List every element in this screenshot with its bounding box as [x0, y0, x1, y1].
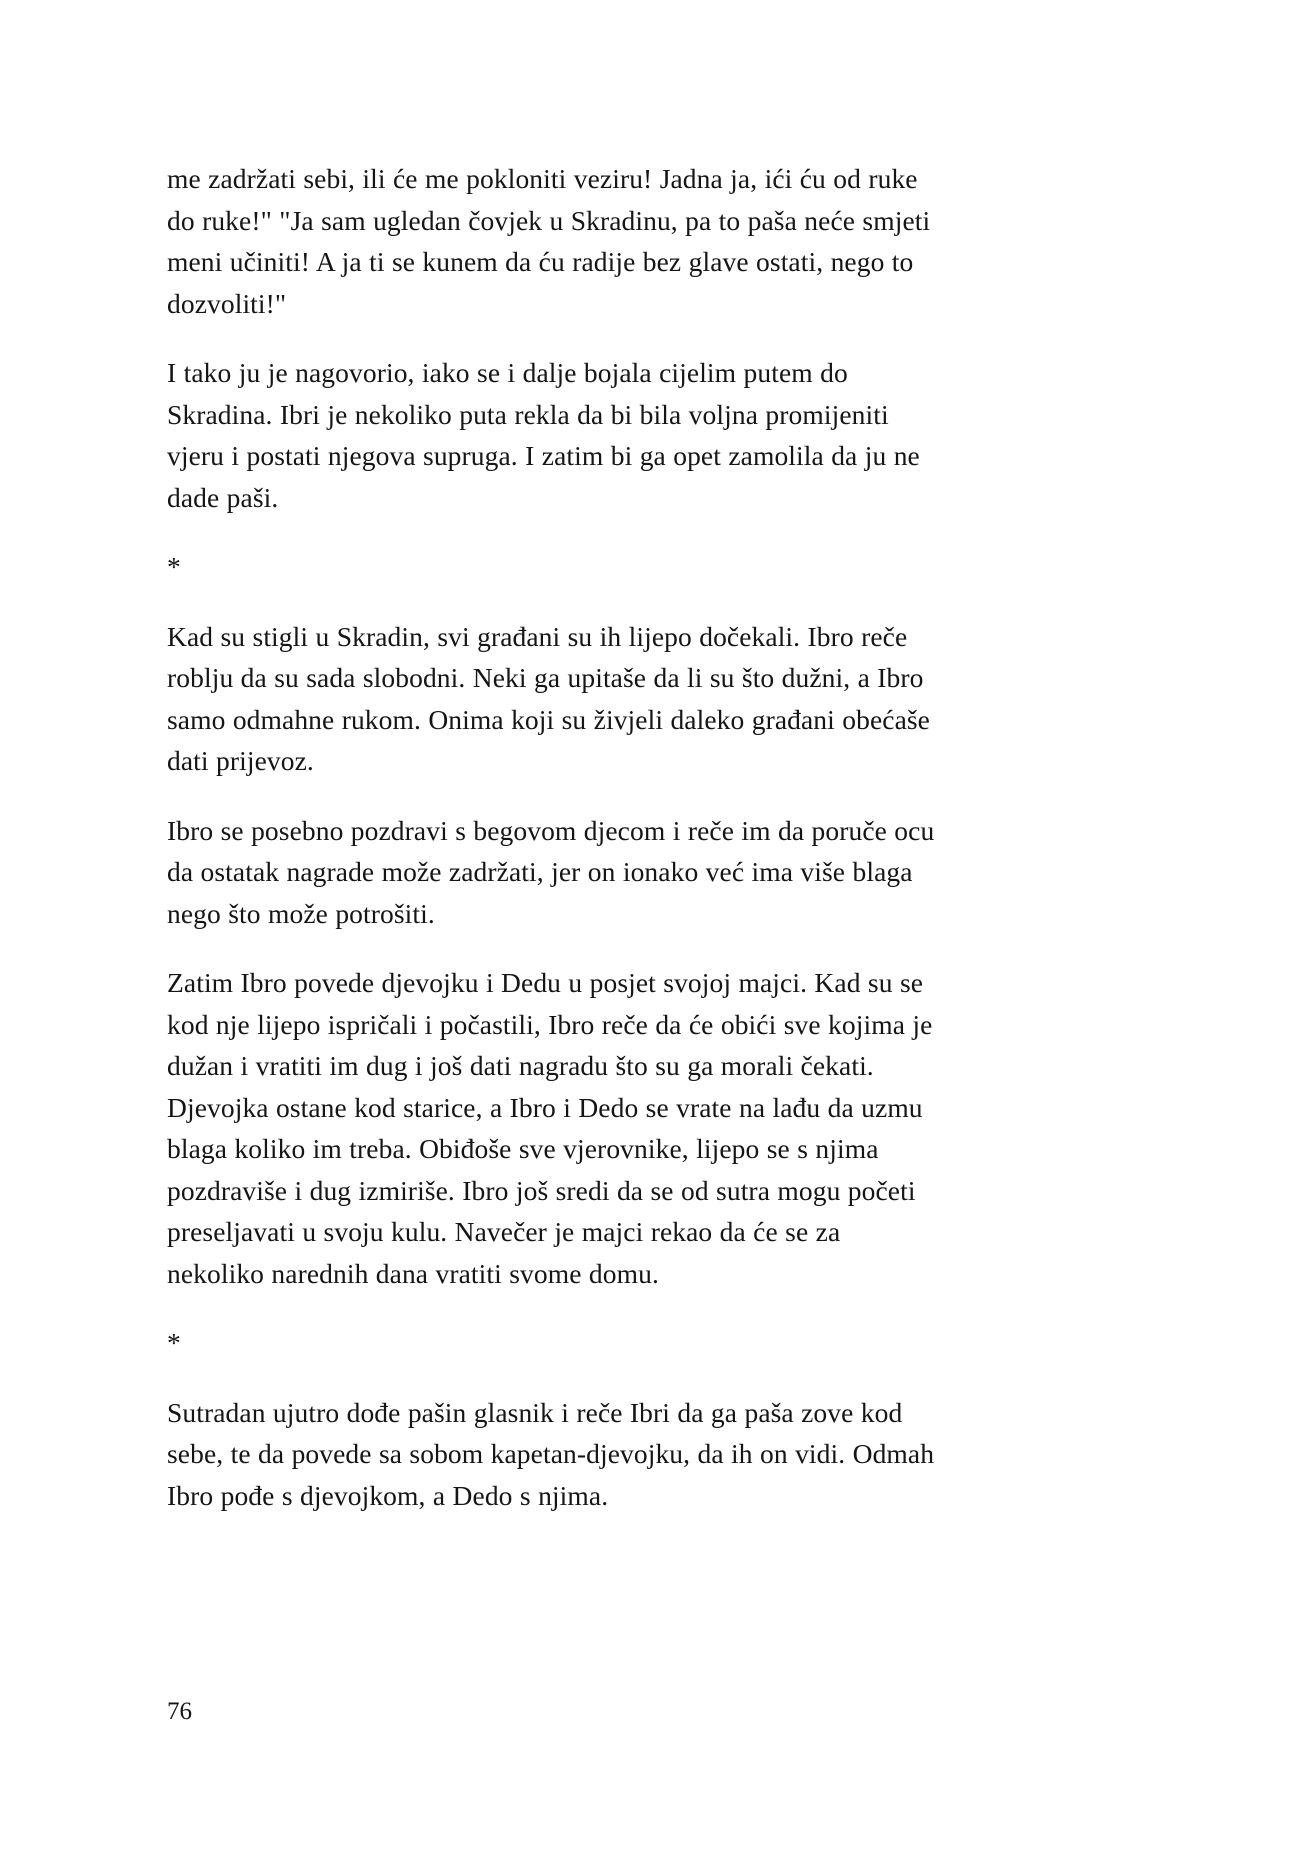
- body-paragraph: Kad su stigli u Skradin, svi građani su ih lijepo dočekali. Ibro reče roblju da su sada slobodni. Neki ga upitaše da li su što dužni, a Ibro samo odmahne rukom. Onima koji su živjeli daleko građani obećaše dati prijevoz.: [167, 620, 930, 776]
- body-paragraph: Ibro se posebno pozdravi s begovom djecom i reče im da poruče ocu da ostatak nagrade može zadržati, jer on ionako već ima više blaga nego što može potrošiti.: [167, 814, 935, 929]
- body-paragraph: Zatim Ibro povede djevojku i Dedu u posjet svojoj majci. Kad su se kod nje lijepo ispričali i počastili, Ibro reče da će obići sve kojima je dužan i vratiti im dug i još dati nagradu što su ga morali čekati. Djevojka ostane kod starice, a Ibro i Dedo se vrate na lađu da uzmu blaga koliko im treba. Obiđoše sve vjerovnike, lijepo se s njima pozdraviše i dug izmiriše. Ibro još sredi da se od sutra mogu početi preseljavati u svoju kulu. Navečer je majci rekao da će se za nekoliko narednih dana vratiti svome domu.: [167, 967, 933, 1289]
- page-number: 76: [167, 1698, 192, 1725]
- section-divider-asterisk: *: [167, 551, 181, 582]
- body-paragraph: I tako ju je nagovorio, iako se i dalje bojala cijelim putem do Skradina. Ibri je nekoliko puta rekla da bi bila voljna promijeniti vjeru i postati njegova supruga. I zatim bi ga opet zamolila da ju ne dade paši.: [167, 357, 920, 513]
- body-paragraph: me zadržati sebi, ili će me pokloniti veziru! Jadna ja, ići ću od ruke do ruke!" "Ja sam ugledan čovjek u Skradinu, pa to paša neće smjeti meni učiniti! A ja ti se kunem da ću radije bez glave ostati, nego to dozvoliti!": [167, 163, 931, 319]
- page-text-column: [167, 158, 935, 1516]
- section-divider-asterisk: *: [167, 1327, 181, 1358]
- body-paragraph: Sutradan ujutro dođe pašin glasnik i reče Ibri da ga paša zove kod sebe, te da povede sa sobom kapetan-djevojku, da ih on vidi. Odmah Ibro pođe s djevojkom, a Dedo s njima.: [167, 1396, 935, 1511]
